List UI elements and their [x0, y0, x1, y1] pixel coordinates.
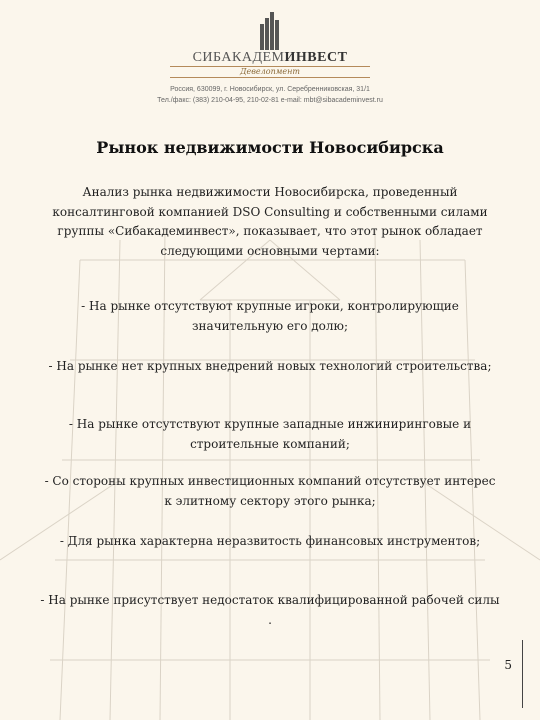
- brand-name-part2: ИНВЕСТ: [284, 50, 348, 65]
- brand-tagline: Девелопмент: [170, 66, 370, 78]
- bullet-point: - На рынке нет крупных внедрений новых технологий строительства;: [48, 359, 492, 373]
- bullet-point: - На рынке отсутствуют крупные игроки, контролирующие значительную его долю;: [81, 299, 459, 333]
- intro-paragraph: Анализ рынка недвижимости Новосибирска, проведенный консалтинговой компанией DSO Consulting и собственными силами группы «Сибакадеминвест», показывает, что этот рынок обладает следующими основными чертами:: [52, 185, 488, 258]
- company-address: Россия, 630099, г. Новосибирск, ул. Серебренниковская, 31/1: [170, 86, 370, 93]
- bullet-point: - На рынке отсутствуют крупные западные инжиниринговые и строительные компаний;: [68, 417, 472, 451]
- brand-name: [0, 50, 540, 66]
- company-logo-icon: [258, 10, 282, 50]
- page-number: 5: [504, 658, 512, 672]
- bullet-point: - Для рынка характерна неразвитость финансовых инструментов;: [59, 534, 481, 548]
- bullet-point: - Со стороны крупных инвестиционных компаний отсутствует интерес к элитному сектору этого рынка;: [44, 474, 496, 508]
- page-number-divider: [522, 640, 523, 708]
- brand-name-part1: СИБАКАДЕМ: [192, 50, 285, 65]
- page-title: Рынок недвижимости Новосибирска: [96, 138, 444, 157]
- bullet-point: - На рынке присутствует недостаток квалифицированной рабочей силы .: [40, 593, 500, 627]
- company-contacts: Тел./факс: (383) 210-04-95, 210-02-81 e-mail: mbt@sibacademinvest.ru: [157, 97, 383, 104]
